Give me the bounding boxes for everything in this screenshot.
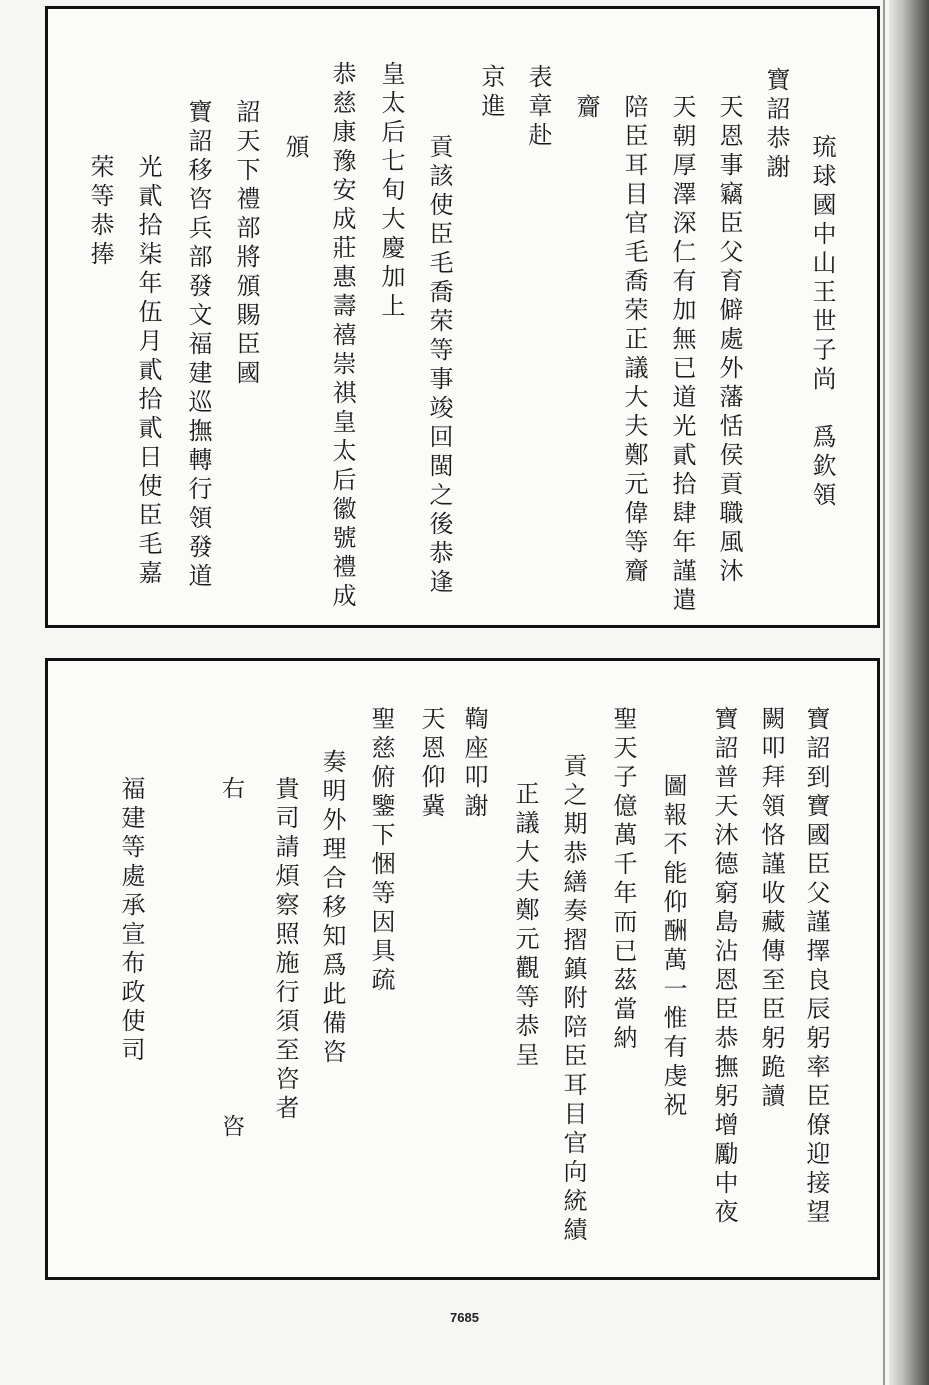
text-column: 表章赴 (524, 64, 552, 151)
text-column: 陪臣耳目官毛喬荣正議大夫鄭元偉等齎 (620, 94, 648, 587)
text-column: 貢之期恭繕奏摺鎮附陪臣耳目官向統績 (559, 753, 587, 1246)
top-text-panel (45, 6, 880, 628)
text-column: 天朝厚澤深仁有加無已道光貳拾肆年謹遣 (668, 94, 696, 616)
text-column: 聖慈俯鑒下悃等因具疏 (367, 706, 395, 996)
text-column: 詔天下禮部將頒賜臣國 (232, 99, 260, 389)
page-number: 7685 (450, 1310, 479, 1325)
text-column: 右 咨 (218, 776, 244, 1140)
text-column: 京進 (477, 64, 505, 122)
text-column: 皇太后七旬大慶加上 (377, 61, 405, 322)
text-column: 貴司請煩察照施行須至咨者 (271, 776, 299, 1124)
text-column: 頒 (281, 134, 309, 163)
text-column: 天恩事竊臣父育僻處外藩恬侯貢職風沐 (715, 94, 743, 587)
text-column: 恭慈康豫安成莊惠壽禧崇祺皇太后徽號禮成 (328, 61, 356, 612)
text-column: 正議大夫鄭元觀等恭呈 (511, 781, 539, 1071)
text-column: 聖天子億萬千年而已茲當納 (609, 706, 637, 1054)
text-column: 寶詔恭謝 (762, 67, 790, 183)
text-column: 鞫座叩謝 (460, 706, 488, 822)
text-column: 福建等處承宣布政使司 (117, 776, 145, 1066)
text-column: 天恩仰冀 (417, 706, 445, 822)
text-column: 寶詔到寶國臣父謹擇良辰躬率臣僚迎接望 (802, 706, 830, 1228)
text-column: 光貳拾柒年伍月貳拾貳日使臣毛嘉 (134, 154, 162, 589)
text-column: 圖報不能仰酬萬一惟有虔祝 (659, 773, 687, 1121)
text-column: 荣等恭捧 (86, 154, 114, 270)
text-column: 齎 (572, 94, 600, 123)
text-column: 寶詔移咨兵部發文福建巡撫轉行領發道 (184, 99, 212, 592)
book-binding-shadow (889, 0, 929, 1385)
text-column: 闕叩拜領恪謹收藏傳至臣躬跪讀 (757, 706, 785, 1112)
binding-line (883, 0, 885, 1385)
text-column: 琉球國中山王世子尚 爲欽領 (808, 134, 836, 511)
text-column: 寶詔普天沐德窮島沾恩臣恭撫躬增勵中夜 (710, 706, 738, 1228)
text-column: 奏明外理合移知爲此備咨 (318, 749, 346, 1068)
text-column: 貢該使臣毛喬荣等事竣回閩之後恭逢 (425, 134, 453, 598)
bottom-text-panel (45, 658, 880, 1280)
